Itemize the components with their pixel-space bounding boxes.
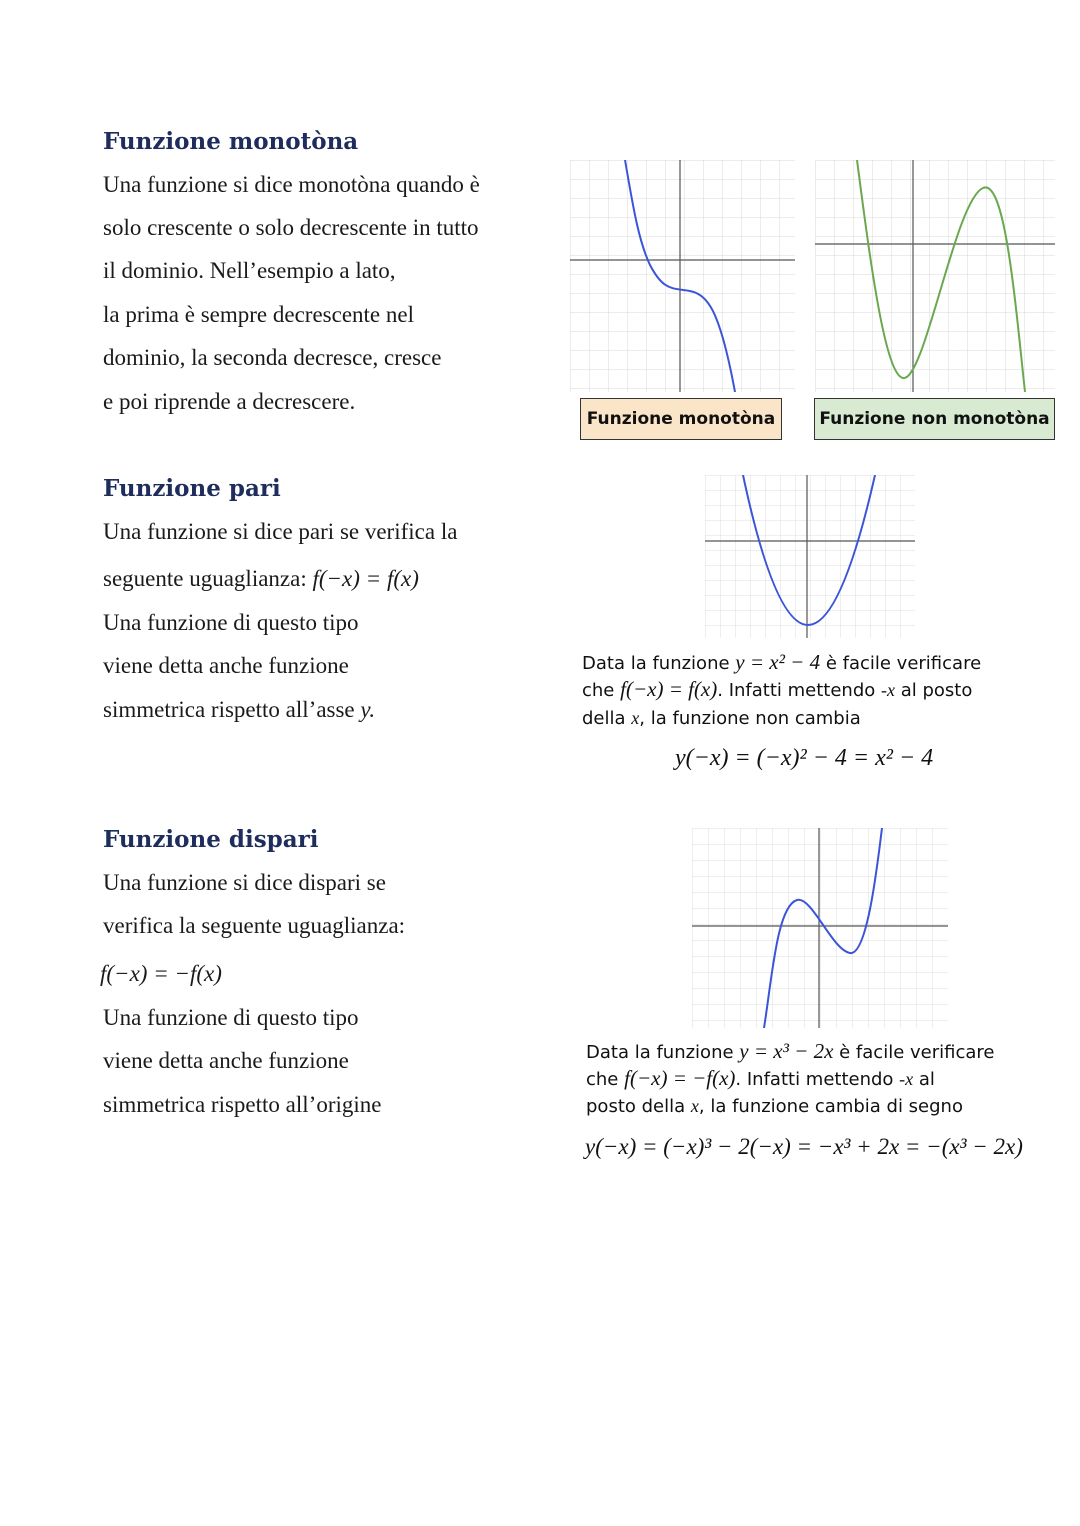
pari-caption-line: della x, la funzione non cambia	[582, 708, 861, 729]
monotona-text-line: e poi riprende a decrescere.	[103, 389, 356, 414]
monotona-text-line: la prima è sempre decrescente nel	[103, 302, 414, 327]
pari-text-line: viene detta anche funzione	[103, 653, 349, 678]
monotona-text-line: solo crescente o solo decrescente in tutto	[103, 215, 479, 240]
dispari-equation: y(−x) = (−x)³ − 2(−x) = −x³ + 2x = −(x³ − 2x)	[585, 1134, 1023, 1159]
dispari-identity: f(−x) = −f(x)	[100, 961, 222, 986]
grid	[570, 160, 795, 392]
pari-text-line: seguente uguaglianza: f(−x) = f(x)	[103, 566, 419, 591]
monotona-text-line: dominio, la seconda decresce, cresce	[103, 345, 442, 370]
graph-parabola	[705, 475, 915, 638]
graph-cubic	[692, 828, 948, 1028]
pari-identity: f(−x) = f(x)	[312, 566, 419, 591]
grid	[692, 828, 948, 1028]
dispari-text-line: verifica la seguente uguaglianza:	[103, 913, 406, 938]
pari-text-line: simmetrica rispetto all’asse y.	[103, 697, 376, 722]
monotona-text-line: Una funzione si dice monotòna quando è	[103, 172, 480, 197]
dispari-caption-line: che f(−x) = −f(x). Infatti mettendo -x al	[586, 1066, 935, 1090]
label-funzione-monotona: Funzione monotòna	[580, 398, 782, 440]
dispari-text-line: Una funzione di questo tipo	[103, 1005, 359, 1030]
pari-caption-line: che f(−x) = f(x). Infatti mettendo -x al posto	[582, 677, 973, 701]
dispari-caption-line: Data la funzione y = x³ − 2x è facile verificare	[586, 1039, 995, 1063]
dispari-caption-line: posto della x, la funzione cambia di segno	[586, 1096, 963, 1117]
dispari-text-line: simmetrica rispetto all’origine	[103, 1092, 382, 1117]
pari-text-line: Una funzione si dice pari se verifica la	[103, 519, 458, 544]
graph-non-monotona	[815, 160, 1055, 392]
pari-equation: y(−x) = (−x)² − 4 = x² − 4	[675, 745, 934, 771]
graph-monotona	[570, 160, 795, 392]
label-funzione-non-monotona: Funzione non monotòna	[814, 398, 1055, 440]
dispari-text-line: Una funzione si dice dispari se	[103, 870, 386, 895]
section-title-monotona: Funzione monotòna	[103, 128, 359, 155]
pari-text-line: Una funzione di questo tipo	[103, 610, 359, 635]
section-title-dispari: Funzione dispari	[103, 826, 319, 853]
grid	[705, 475, 915, 638]
section-title-pari: Funzione pari	[103, 475, 281, 502]
pari-caption-line: Data la funzione y = x² − 4 è facile verificare	[582, 650, 982, 674]
dispari-text-line: viene detta anche funzione	[103, 1048, 349, 1073]
grid	[815, 160, 1055, 392]
monotona-text-line: il dominio. Nell’esempio a lato,	[103, 258, 396, 283]
